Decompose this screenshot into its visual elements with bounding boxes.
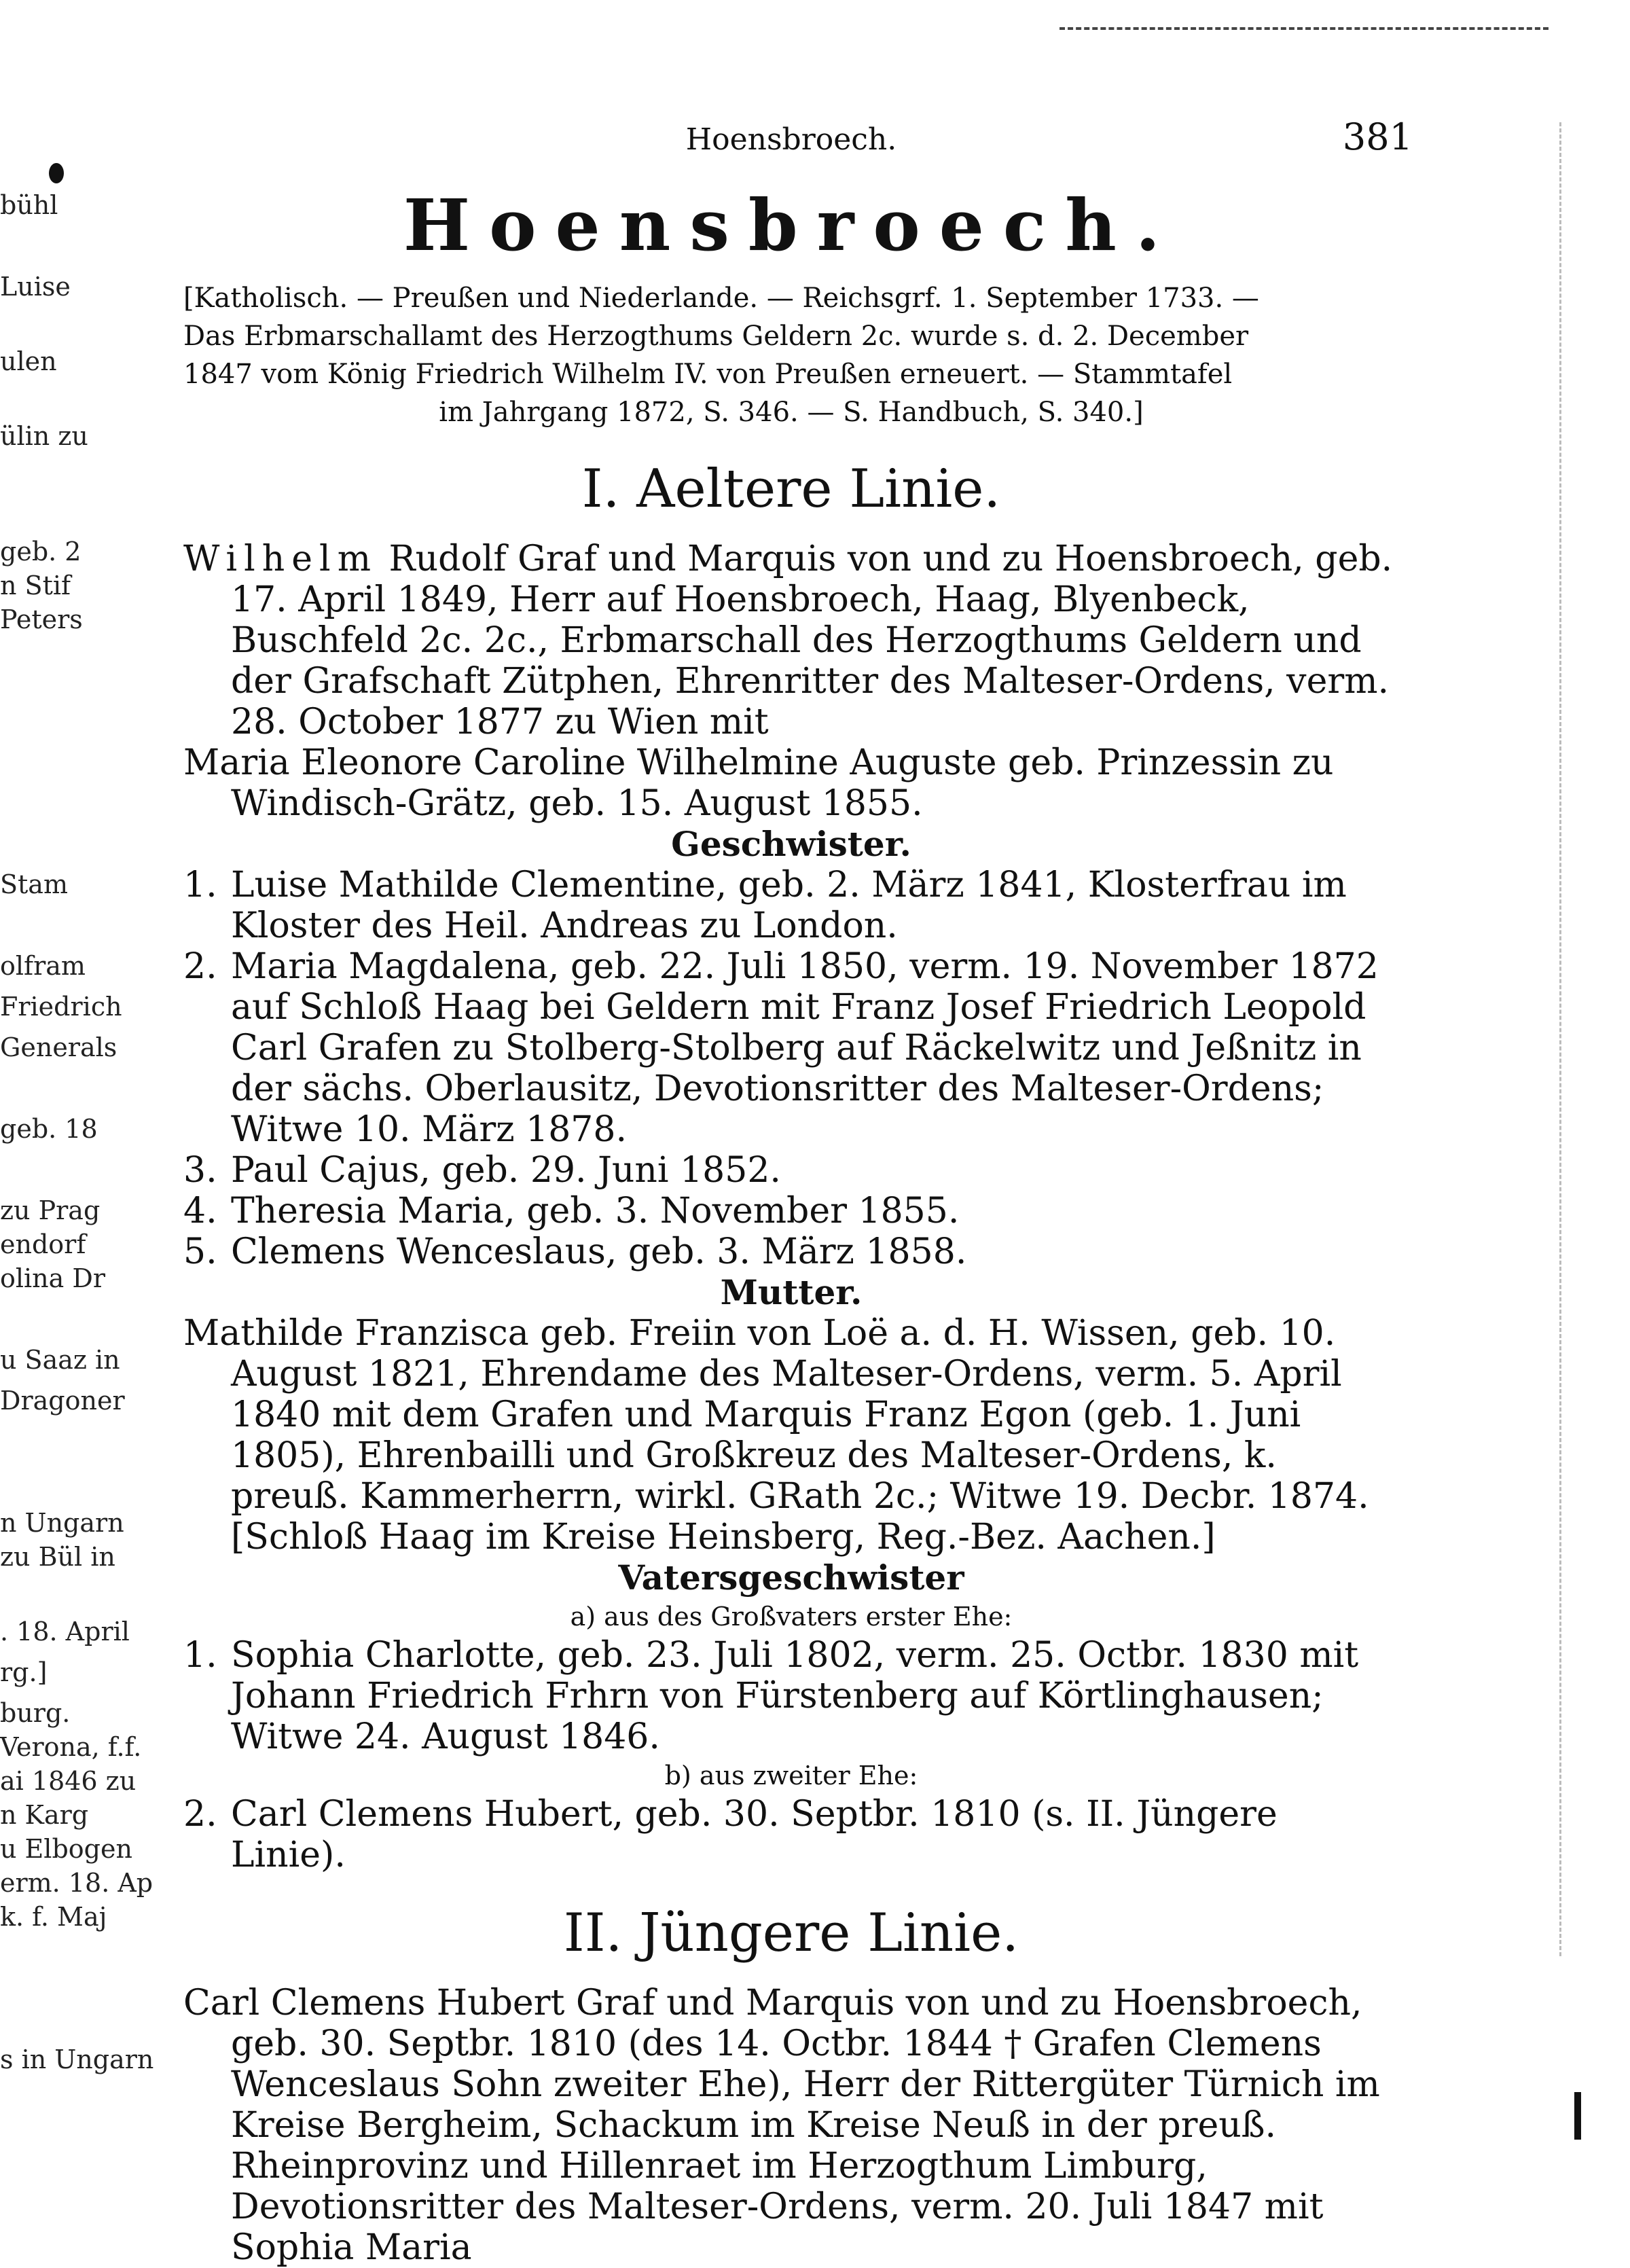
item-text: Sophia Charlotte, geb. 23. Juli 1802, verm. 25. Octbr. 1830 mit Johann Friedrich Frhrn von Fürstenberg auf Körtlinghausen; Witwe 24. August 1846. xyxy=(231,1635,1359,1757)
margin-fragment: zu Bül in xyxy=(0,1542,115,1572)
margin-fragment: endorf xyxy=(0,1229,86,1259)
margin-fragment: Peters xyxy=(0,605,83,634)
ink-mark xyxy=(1574,2092,1581,2140)
head-name: Wilhelm xyxy=(183,539,378,579)
intro-line: im Jahrgang 1872, S. 346. — S. Handbuch, S. 340.] xyxy=(439,397,1144,428)
top-dashed-rule xyxy=(1060,27,1548,30)
margin-fragment: Dragoner xyxy=(0,1386,125,1416)
mother-heading: Mutter. xyxy=(720,1272,863,1312)
margin-fragment: . 18. April xyxy=(0,1617,130,1646)
item-number: 1. xyxy=(183,865,217,905)
item-number: 5. xyxy=(183,1231,217,1272)
head-of-line-entry xyxy=(183,539,1399,742)
list-item xyxy=(183,1231,1399,1272)
margin-fragment: Friedrich xyxy=(0,992,122,1022)
running-title: Hoensbroech. xyxy=(685,122,897,157)
page-content xyxy=(183,102,1413,2268)
paternal-list-b xyxy=(183,1794,1399,1875)
margin-fragment: ülin zu xyxy=(0,421,88,451)
margin-fragment: n Stif xyxy=(0,571,71,600)
item-text: Maria Magdalena, geb. 22. Juli 1850, verm. 19. November 1872 auf Schloß Haag bei Geldern mit Franz Josef Friedrich Leopold Carl Grafen zu Stolberg-Stolberg auf Räckelwitz und Jeßnitz in der sächs. Oberlausitz, Devotionsritter des Malteser-Ordens; Witwe 10. März 1878. xyxy=(231,946,1379,1150)
margin-fragment: ai 1846 zu xyxy=(0,1766,137,1796)
margin-fragment: u Elbogen xyxy=(0,1834,132,1864)
item-number: 3. xyxy=(183,1150,217,1191)
margin-fragment: Stam xyxy=(0,869,68,899)
item-number: 4. xyxy=(183,1191,217,1231)
margin-fragment: ulen xyxy=(0,346,57,376)
mother-entry: Mathilde Franzisca geb. Freiin von Loë a. d. H. Wissen, geb. 10. August 1821, Ehrendame des Malteser-Ordens, verm. 5. April 1840 mit dem Grafen und Marquis Franz Egon (geb. 1. Juni 1805), Ehrenbailli und Großkreuz des Malteser-Ordens, k. preuß. Kammerherrn, wirkl. GRath 2c.; Witwe 19. Decbr. 1874. [Schloß Haag im Kreise Heinsberg, Reg.-Bez. Aachen.] xyxy=(183,1313,1369,1558)
siblings-list xyxy=(183,865,1399,1272)
spouse-entry: Maria Eleonore Caroline Wilhelmine Auguste geb. Prinzessin zu Windisch-Grätz, geb. 15. August 1855. xyxy=(183,742,1334,824)
paternal-list-a xyxy=(183,1635,1399,1757)
item-text: Paul Cajus, geb. 29. Juni 1852. xyxy=(231,1150,781,1191)
ink-dot xyxy=(49,163,64,183)
intro-line: [Katholisch. — Preußen und Niederlande. — Reichsgrf. 1. September 1733. — xyxy=(183,283,1259,314)
item-number: 2. xyxy=(183,1794,217,1835)
head-details: Rudolf Graf und Marquis von und zu Hoensbroech, geb. 17. April 1849, Herr auf Hoensbroech, Haag, Blyenbeck, Buschfeld 2c. 2c., Erbmarschall des Herzogthums Geldern und der Grafschaft Zütphen, Ehrenritter des Malteser-Ordens, verm. 28. October 1877 zu Wien mit xyxy=(231,539,1393,742)
margin-fragment: s in Ungarn xyxy=(0,2045,154,2074)
page-number: 381 xyxy=(1342,115,1413,158)
list-item xyxy=(183,946,1399,1150)
margin-fragment: u Saaz in xyxy=(0,1345,120,1375)
page-header xyxy=(183,102,1413,177)
margin-fragment: olfram xyxy=(0,951,86,981)
list-item xyxy=(183,1794,1399,1875)
section-heading-aeltere: I. Aeltere Linie. xyxy=(581,458,1001,520)
margin-fragment: Generals xyxy=(0,1032,117,1062)
list-item xyxy=(183,1150,1399,1191)
item-text: Theresia Maria, geb. 3. November 1855. xyxy=(231,1191,960,1231)
margin-fragment: k. f. Maj xyxy=(0,1902,107,1932)
intro-block xyxy=(183,279,1399,431)
paternal-subheading-a: a) aus des Großvaters erster Ehe: xyxy=(570,1602,1013,1632)
item-text: Carl Clemens Hubert, geb. 30. Septbr. 1810 (s. II. Jüngere Linie). xyxy=(231,1794,1278,1875)
paternal-siblings-heading: Vatersgeschwister xyxy=(618,1558,964,1598)
item-number: 1. xyxy=(183,1635,217,1676)
margin-fragment: Verona, f.f. xyxy=(0,1732,142,1762)
item-number: 2. xyxy=(183,946,217,987)
intro-line: 1847 vom König Friedrich Wilhelm IV. von Preußen erneuert. — Stammtafel xyxy=(183,359,1233,390)
margin-fragment: rg.] xyxy=(0,1657,48,1687)
margin-fragment: bühl xyxy=(0,190,58,220)
list-item xyxy=(183,1635,1399,1757)
family-title: Hoensbroech. xyxy=(403,183,1180,267)
margin-fragment: zu Prag xyxy=(0,1195,101,1225)
juengere-head-entry: Carl Clemens Hubert Graf und Marquis von und zu Hoensbroech, geb. 30. Septbr. 1810 (des 14. Octbr. 1844 † Grafen Clemens Wenceslaus Sohn zweiter Ehe), Herr der Rittergüter Türnich im Kreise Bergheim, Schackum im Kreise Neuß in der preuß. Rheinprovinz und Hillenraet im Herzogthum Limburg, Devotionsritter des Malteser-Ordens, verm. 20. Juli 1847 mit Sophia Maria xyxy=(183,1983,1380,2268)
margin-fragment: geb. 18 xyxy=(0,1114,98,1144)
siblings-heading: Geschwister. xyxy=(671,824,911,864)
margin-fragment: Luise xyxy=(0,272,71,302)
intro-line: Das Erbmarschallamt des Herzogthums Geldern 2c. wurde s. d. 2. December xyxy=(183,321,1249,352)
right-guide-line xyxy=(1559,122,1561,1956)
item-text: Luise Mathilde Clementine, geb. 2. März 1841, Klosterfrau im Kloster des Heil. Andreas zu London. xyxy=(231,865,1347,946)
margin-fragment: n Karg xyxy=(0,1800,89,1830)
margin-fragment: burg. xyxy=(0,1698,71,1728)
item-text: Clemens Wenceslaus, geb. 3. März 1858. xyxy=(231,1231,967,1272)
list-item xyxy=(183,865,1399,946)
margin-fragment: n Ungarn xyxy=(0,1508,124,1538)
section-heading-juengere: II. Jüngere Linie. xyxy=(563,1903,1019,1964)
margin-fragment: geb. 2 xyxy=(0,537,82,566)
paternal-subheading-b: b) aus zweiter Ehe: xyxy=(664,1761,918,1790)
left-margin-fragments xyxy=(0,0,154,2174)
list-item xyxy=(183,1191,1399,1231)
margin-fragment: olina Dr xyxy=(0,1263,106,1293)
margin-fragment: erm. 18. Ap xyxy=(0,1868,153,1898)
